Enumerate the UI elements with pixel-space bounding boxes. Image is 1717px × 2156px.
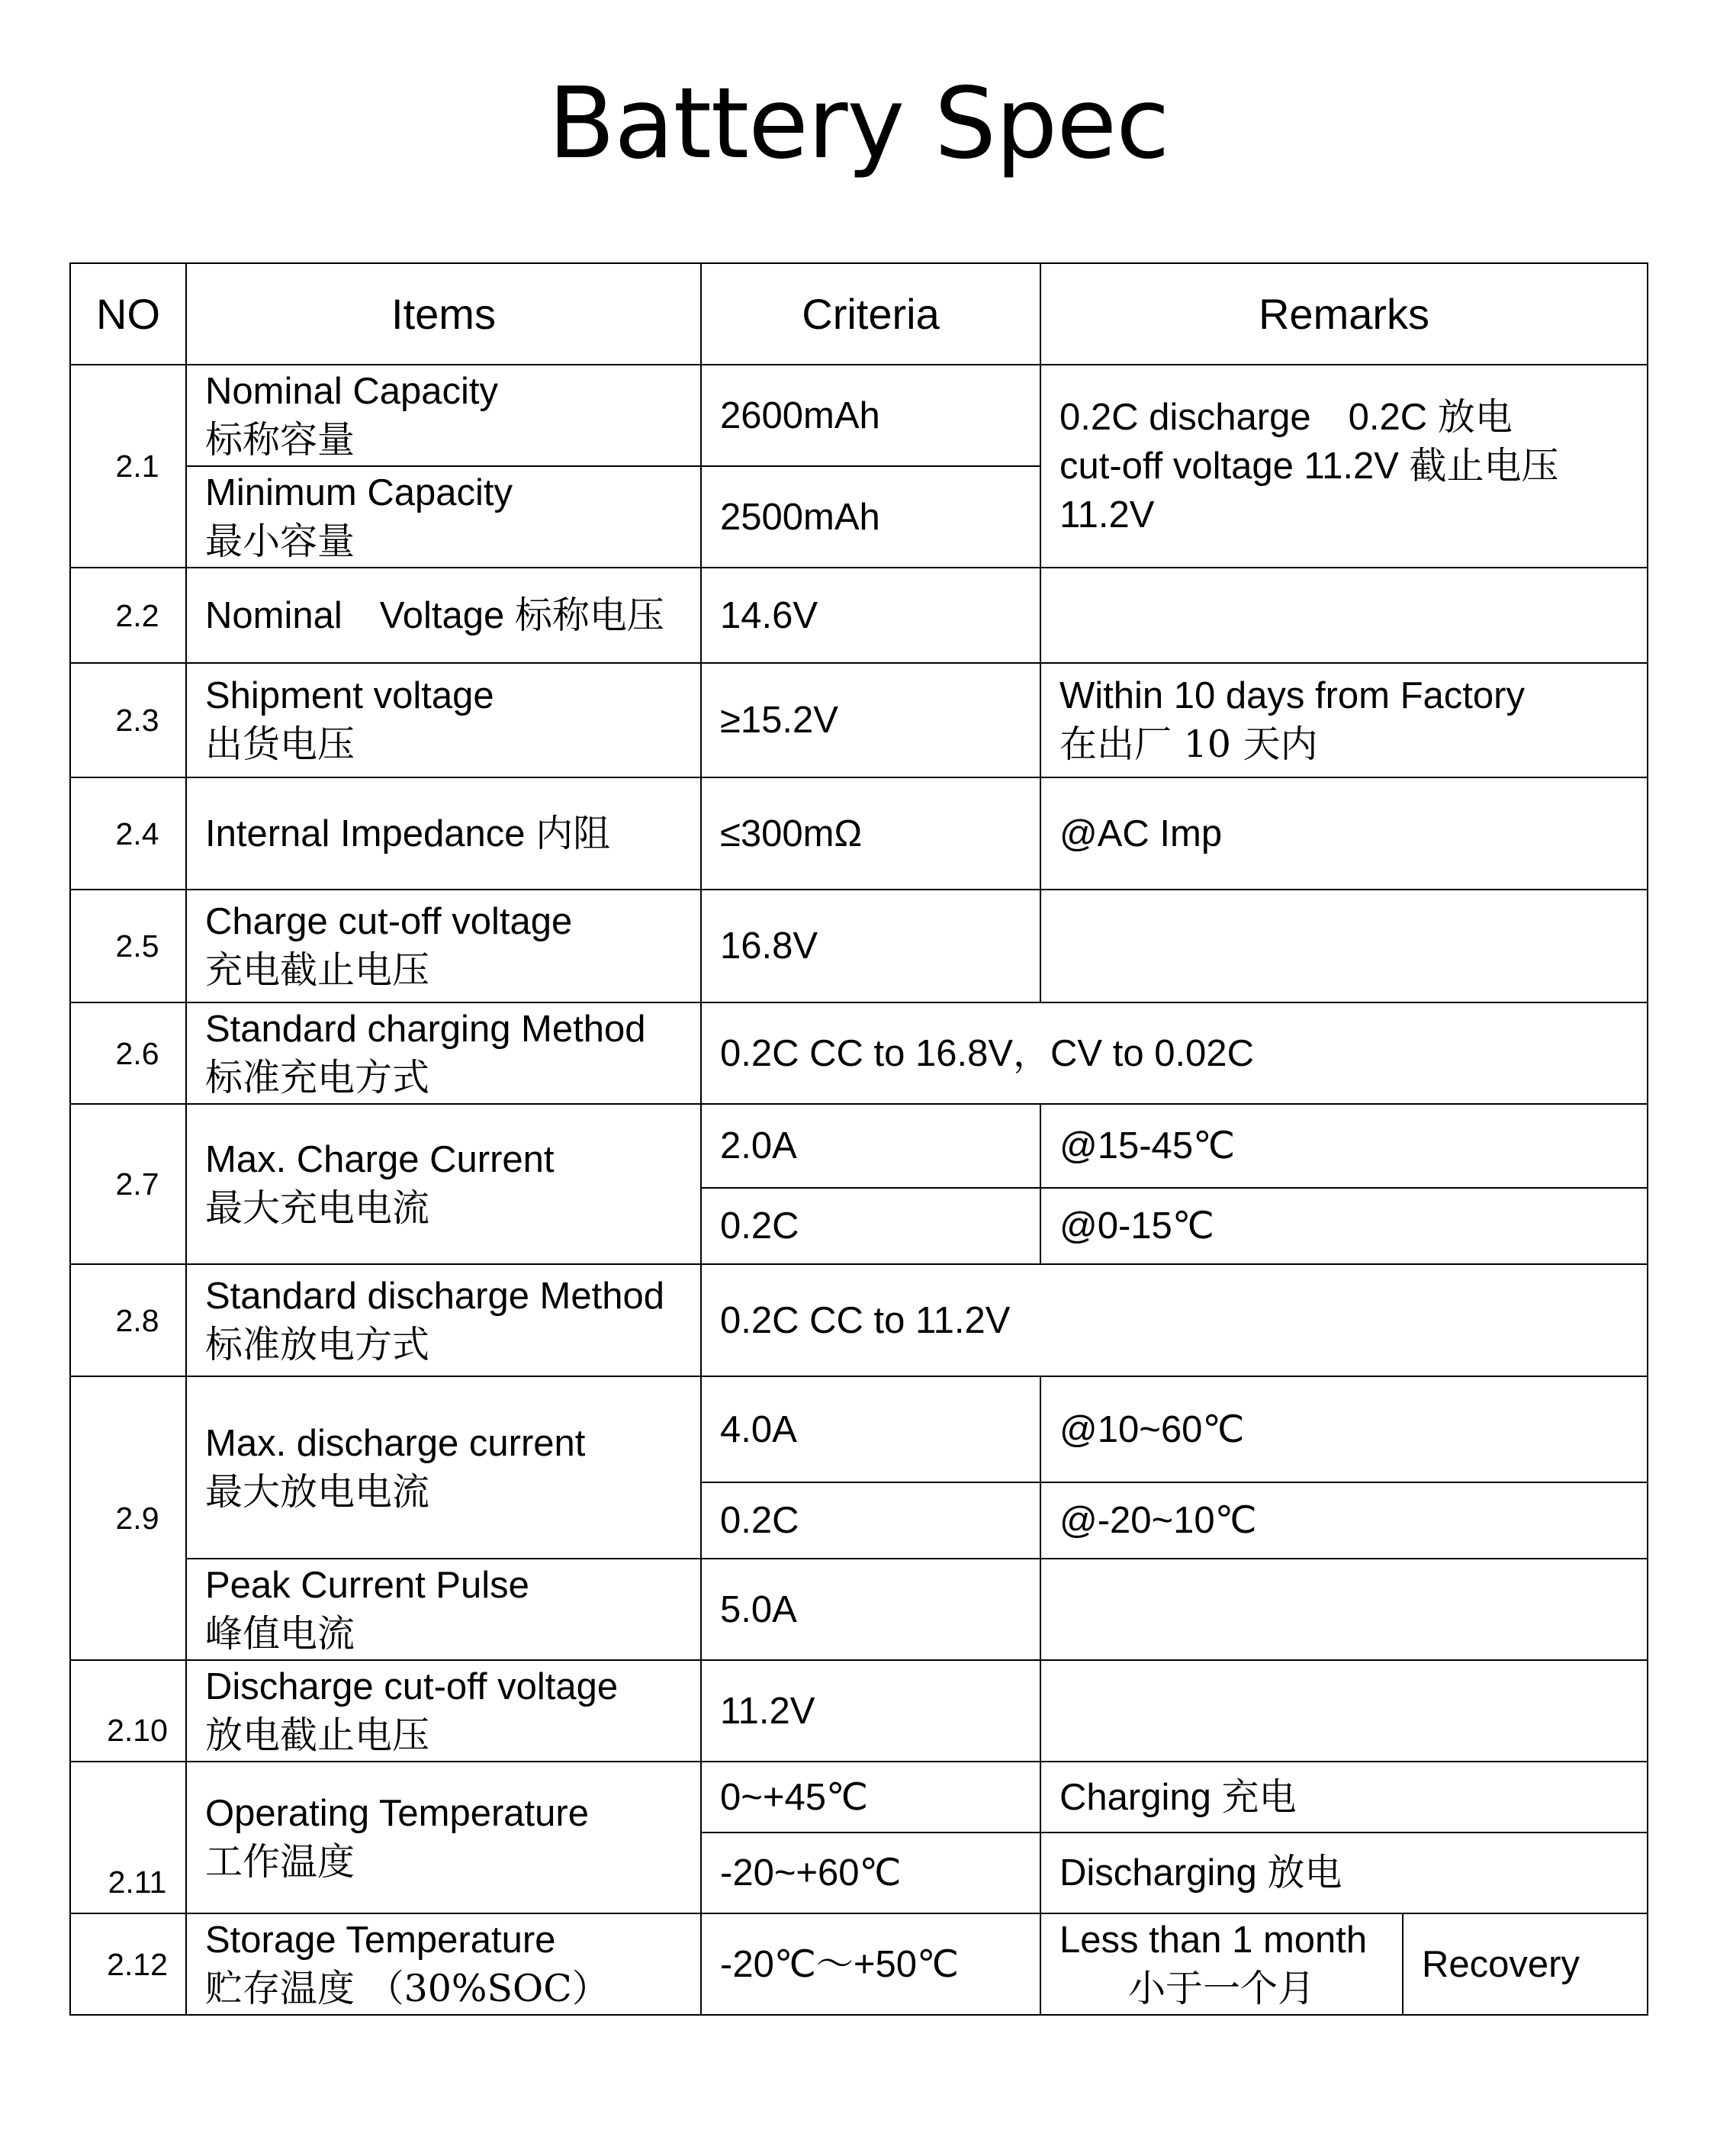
remark-cn: 在出厂 10 天内 — [1059, 722, 1318, 766]
item-en: Peak Current Pulse — [205, 1564, 529, 1606]
remark-cell: Charging 充电 — [1040, 1762, 1648, 1833]
remark-cell — [1040, 1913, 1403, 2015]
table-row — [70, 1002, 1648, 1104]
row-number: 2.5 — [70, 890, 186, 1002]
criteria-cell: 0~+45℃ — [701, 1762, 1040, 1833]
item-en: Max. Charge Current — [205, 1139, 555, 1180]
criteria-cell: 5.0A — [701, 1559, 1040, 1660]
criteria-cell: -20~+60℃ — [701, 1833, 1040, 1913]
item-en: Storage Temperature — [205, 1919, 556, 1961]
item-en: Discharge cut-off voltage — [205, 1665, 619, 1707]
row-number: 2.3 — [70, 663, 186, 777]
criteria-cell: -20℃～+50℃ — [701, 1913, 1040, 2015]
remark-en: Less than 1 month — [1059, 1919, 1368, 1961]
remark-cell: @0-15℃ — [1040, 1188, 1648, 1264]
item-cell — [186, 1913, 701, 2015]
table-row — [70, 365, 1648, 466]
remark-cell: @10~60℃ — [1040, 1376, 1648, 1482]
remark-cn: 小于一个月 — [1128, 1966, 1316, 2010]
remark-cell — [1040, 663, 1648, 777]
row-number: 2.6 — [70, 1002, 186, 1104]
item-cell — [186, 1762, 701, 1913]
table-row — [70, 1660, 1648, 1762]
item-cell — [186, 466, 701, 568]
criteria-cell: 0.2C CC to 16.8V，CV to 0.02C — [701, 1002, 1648, 1104]
header-no: NO — [70, 263, 186, 365]
remark-cell: Discharging 放电 — [1040, 1833, 1648, 1913]
criteria-cell: ≤300mΩ — [701, 777, 1040, 890]
criteria-cell: ≥15.2V — [701, 663, 1040, 777]
criteria-cell: 0.2C — [701, 1188, 1040, 1264]
table-row — [70, 1104, 1648, 1188]
item-cell — [186, 1660, 701, 1762]
item-en: Shipment voltage — [205, 675, 494, 716]
item-en: Nominal Capacity — [205, 370, 498, 412]
item-cn: 出货电压 — [205, 722, 355, 766]
remark-cell — [1040, 568, 1648, 663]
item-en: Max. discharge current — [205, 1422, 586, 1464]
header-items: Items — [186, 263, 701, 365]
table-row — [70, 1762, 1648, 1833]
remark-cell — [1040, 890, 1648, 1002]
item-cell — [186, 1002, 701, 1104]
header-remarks: Remarks — [1040, 263, 1648, 365]
item-en: Minimum Capacity — [205, 471, 513, 513]
item-cn: 贮存温度 （30%SOC） — [205, 1966, 609, 2010]
item-en: Standard charging Method — [205, 1008, 646, 1050]
table-row — [70, 663, 1648, 777]
row-number: 2.11 — [70, 1762, 186, 1913]
item-cell — [186, 890, 701, 1002]
row-number: 2.9 — [70, 1376, 186, 1660]
item-cn: 放电截止电压 — [205, 1713, 430, 1757]
item-cn: 最小容量 — [205, 519, 355, 563]
item-cn: 充电截止电压 — [205, 948, 430, 992]
row-number: 2.12 — [70, 1913, 186, 2015]
item-cn: 标准充电方式 — [205, 1055, 430, 1099]
item-cell — [186, 1559, 701, 1660]
remark-cell — [1040, 1559, 1648, 1660]
item-cell — [186, 663, 701, 777]
criteria-cell: 0.2C — [701, 1482, 1040, 1559]
item-cell — [186, 365, 701, 466]
table-row — [70, 1264, 1648, 1376]
remark-cell: @15-45℃ — [1040, 1104, 1648, 1188]
recovery-cell: Recovery — [1403, 1913, 1648, 2015]
item-cn: 峰值电流 — [205, 1611, 355, 1656]
row-number: 2.1 — [70, 365, 186, 568]
remark-line: cut-off voltage 11.2V 截止电压 — [1059, 446, 1559, 487]
criteria-cell: 2600mAh — [701, 365, 1040, 466]
item-cell — [186, 1376, 701, 1559]
row-number: 2.10 — [70, 1660, 186, 1762]
item-cn: 最大放电电流 — [205, 1469, 430, 1514]
table-row — [70, 777, 1648, 890]
header-criteria: Criteria — [701, 263, 1040, 365]
remark-line: 0.2C discharge 0.2C 放电 — [1059, 397, 1513, 438]
item-en: Charge cut-off voltage — [205, 901, 573, 942]
criteria-cell: 16.8V — [701, 890, 1040, 1002]
item-cn: 标准放电方式 — [205, 1322, 430, 1366]
item-cn: 标称容量 — [205, 417, 355, 462]
criteria-cell: 4.0A — [701, 1376, 1040, 1482]
item-cell: Nominal Voltage 标称电压 — [186, 568, 701, 663]
item-cn: 工作温度 — [205, 1839, 355, 1884]
remark-en: Within 10 days from Factory — [1059, 675, 1525, 716]
table-row — [70, 1376, 1648, 1482]
row-number: 2.7 — [70, 1104, 186, 1264]
row-number: 2.8 — [70, 1264, 186, 1376]
criteria-cell: 0.2C CC to 11.2V — [701, 1264, 1648, 1376]
row-number: 2.2 — [70, 568, 186, 663]
remark-cell: @-20~10℃ — [1040, 1482, 1648, 1559]
table-row — [70, 1559, 1648, 1660]
remark-cell — [1040, 1660, 1648, 1762]
item-en: Standard discharge Method — [205, 1275, 664, 1317]
item-cell — [186, 1104, 701, 1264]
criteria-cell: 11.2V — [701, 1660, 1040, 1762]
item-en: Operating Temperature — [205, 1792, 589, 1834]
table-row — [70, 1913, 1648, 2015]
header-row — [70, 263, 1648, 365]
item-cell — [186, 1264, 701, 1376]
criteria-cell: 2500mAh — [701, 466, 1040, 568]
row-number: 2.4 — [70, 777, 186, 890]
page-title: Battery Spec — [548, 67, 1169, 181]
criteria-cell: 14.6V — [701, 568, 1040, 663]
remark-cell: @AC Imp — [1040, 777, 1648, 890]
table-row — [70, 568, 1648, 663]
remark-line: 11.2V — [1059, 494, 1155, 536]
battery-spec-table — [69, 262, 1648, 2016]
item-cell: Internal Impedance 内阻 — [186, 777, 701, 890]
table-row — [70, 890, 1648, 1002]
criteria-cell: 2.0A — [701, 1104, 1040, 1188]
item-cn: 最大充电电流 — [205, 1186, 430, 1230]
remark-cell — [1040, 365, 1648, 568]
